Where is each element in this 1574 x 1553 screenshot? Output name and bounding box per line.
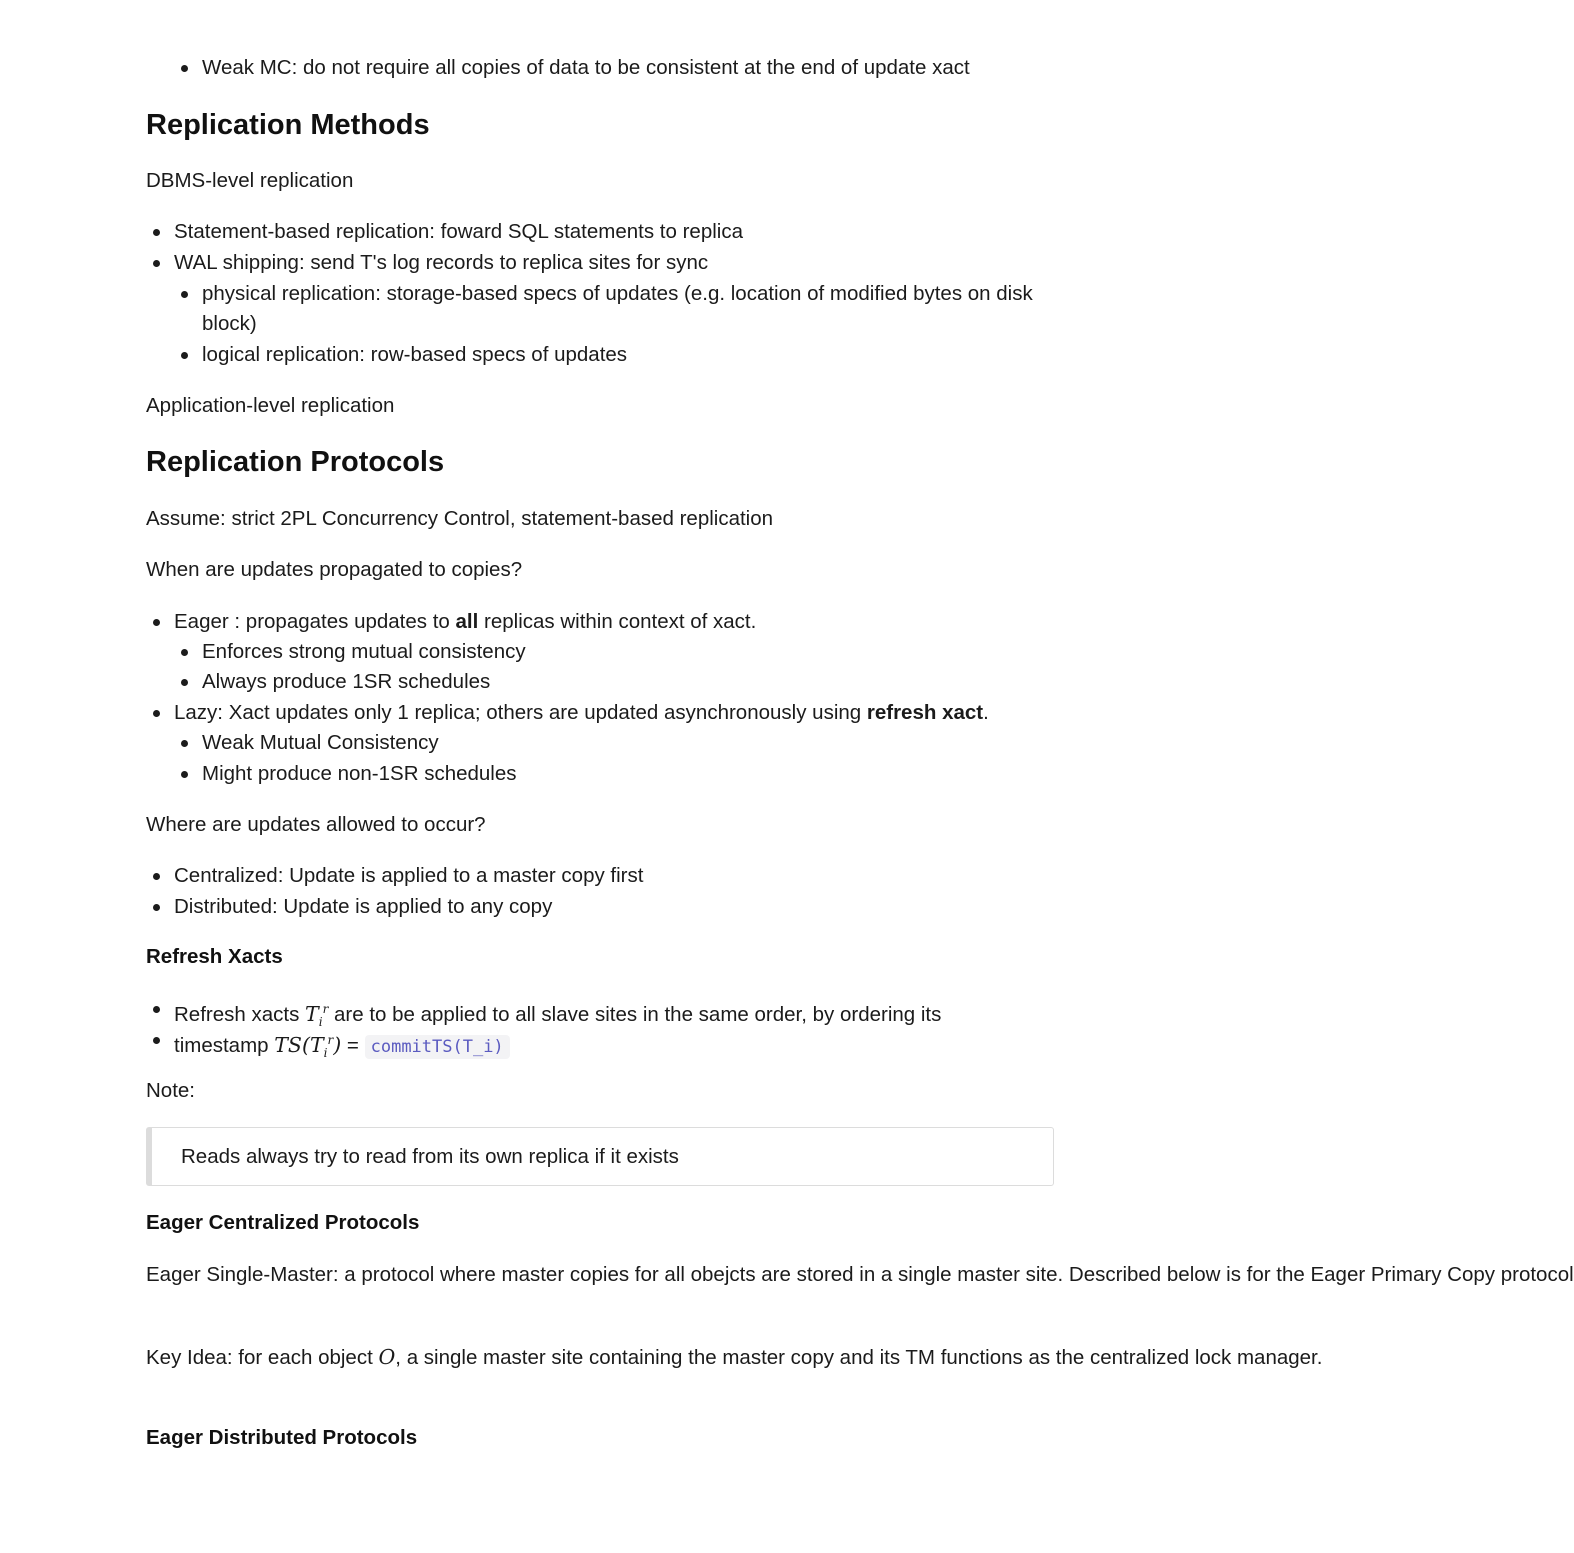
heading-refresh-xacts: Refresh Xacts <box>146 945 283 968</box>
paragraph-note: Note: <box>146 1079 195 1102</box>
eager-text-bold: all <box>455 610 479 633</box>
blockquote-reads <box>146 1127 1054 1186</box>
list-item-strong-consistency: Enforces strong mutual consistency <box>202 637 526 667</box>
refresh-text-3: timestamp <box>174 1033 275 1057</box>
list-item-distributed: Distributed: Update is applied to any copy <box>174 892 552 922</box>
list-item-statement-based: Statement-based replication: foward SQL statements to replica <box>174 217 743 247</box>
paragraph-assume: Assume: strict 2PL Concurrency Control, statement-based replication <box>146 507 774 530</box>
list-item-weak-consistency: Weak Mutual Consistency <box>202 728 439 758</box>
paragraph-dbms-level: DBMS-level replication <box>146 169 354 192</box>
math-ts-t-i-r: $TS(T_i^r)$ <box>274 1032 342 1060</box>
list-item-non-1sr: Might produce non-1SR schedules <box>202 759 517 789</box>
list-item-wal-shipping: WAL shipping: send T's log records to replica sites for sync <box>174 248 708 278</box>
code-commit-ts: commitTS(T_i) <box>365 1035 510 1059</box>
paragraph-when-question: When are updates propagated to copies? <box>146 558 523 581</box>
blockquote-text: Reads always try to read from its own replica if it exists <box>181 1145 679 1168</box>
paragraph-where-question: Where are updates allowed to occur? <box>146 813 486 836</box>
key-idea-post: , a single master site containing the master copy and its TM functions as the centralized lock manager. <box>395 1346 1323 1369</box>
eager-text-pre: Eager : propagates updates to <box>174 610 456 633</box>
heading-eager-distributed: Eager Distributed Protocols <box>146 1426 418 1449</box>
heading-replication-protocols: Replication Protocols <box>146 446 445 478</box>
list-item-1sr-schedules: Always produce 1SR schedules <box>202 667 490 697</box>
eager-text-post: replicas within context of xact. <box>478 610 757 633</box>
refresh-text-1: Refresh xacts <box>174 1002 306 1026</box>
list-item-weak-mc: Weak MC: do not require all copies of data to be consistent at the end of update xact <box>202 53 970 83</box>
key-idea-pre: Key Idea: for each object <box>146 1346 379 1369</box>
heading-replication-methods: Replication Methods <box>146 109 430 141</box>
math-object-o: O <box>378 1345 396 1369</box>
heading-eager-centralized: Eager Centralized Protocols <box>146 1211 420 1234</box>
math-t-i-r: $T_i^r$ <box>305 1001 329 1029</box>
refresh-text-4: = <box>341 1033 365 1057</box>
lazy-text-pre: Lazy: Xact updates only 1 replica; others are updated asynchronously using <box>174 701 867 724</box>
list-item-physical-replication: physical replication: storage-based specs of updates (e.g. location of modified bytes on disk block) <box>202 279 1042 339</box>
list-item-lazy <box>174 698 989 728</box>
lazy-text-bold: refresh xact <box>866 701 984 724</box>
list-item-logical-replication: logical replication: row-based specs of updates <box>202 340 627 370</box>
lazy-text-post: . <box>983 701 989 724</box>
paragraph-application-level: Application-level replication <box>146 394 395 417</box>
refresh-text-2: are to be applied to all slave sites in the same order, by ordering its <box>328 1002 942 1026</box>
list-item-eager <box>174 607 756 637</box>
list-item-refresh-xacts-cont <box>174 1025 510 1068</box>
list-item-centralized: Centralized: Update is applied to a master copy first <box>174 861 643 891</box>
paragraph-key-idea <box>146 1342 1323 1373</box>
paragraph-eager-single-master: Eager Single-Master: a protocol where master copies for all obejcts are stored in a single master site. Described below is for the Eager Primary Copy protocol <box>146 1263 1574 1286</box>
